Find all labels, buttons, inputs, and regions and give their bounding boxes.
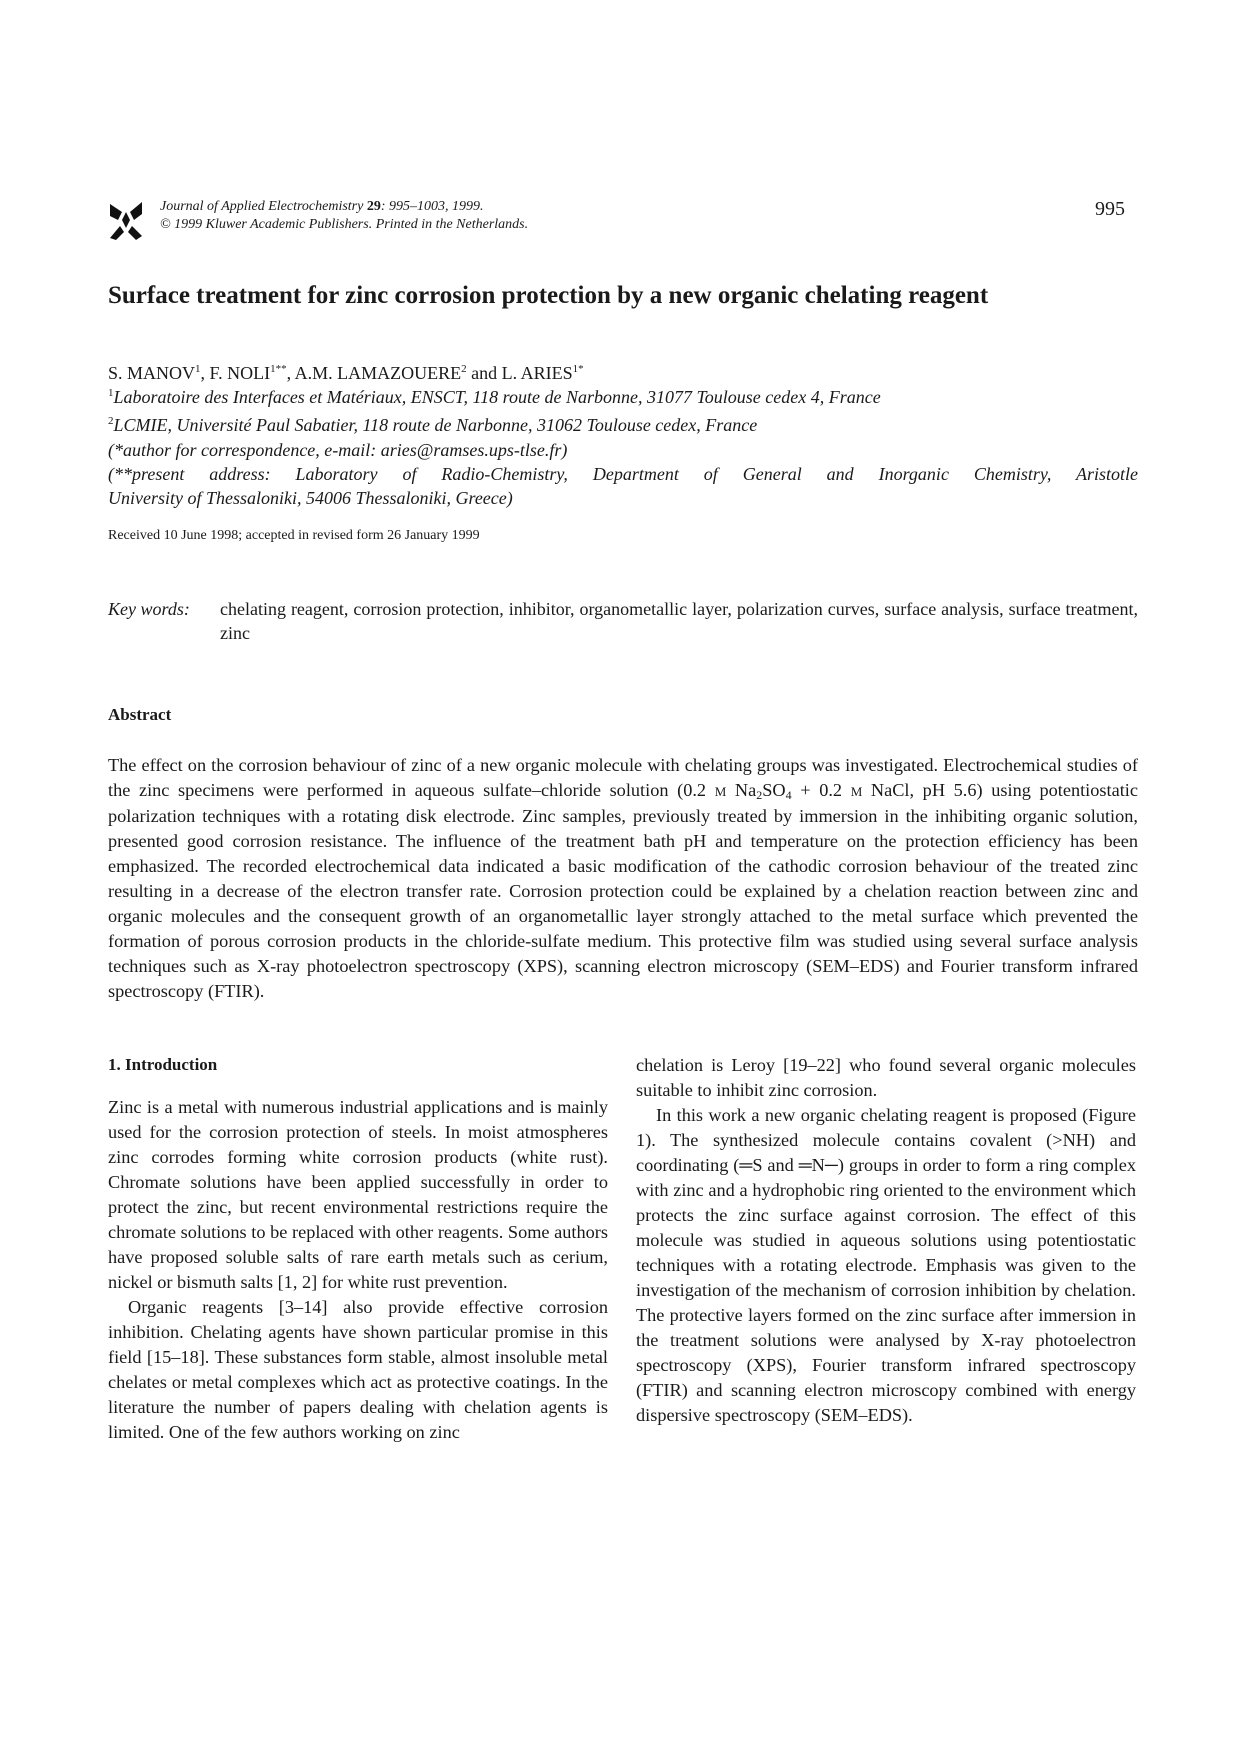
abstract-text [108,753,1138,1004]
journal-pages: : 995–1003, 1999. [380,199,484,214]
journal-header [160,198,528,234]
column-right [636,1053,1136,1428]
keywords-text: chelating reagent, corrosion protection, inhibitor, organometallic layer, polarization curves, surface analysis, surface treatment, zinc [220,599,1138,643]
author-4-sup: 1* [572,363,584,375]
keywords-block [108,597,1138,645]
introduction-heading: 1. Introduction [108,1055,218,1074]
unit-molar-2: M [850,784,863,799]
present-address-line-2: University of Thessaloniki, 54006 Thessaloniki, Greece) [108,488,513,509]
received-dates: Received 10 June 1998; accepted in revised form 26 January 1999 [108,528,480,543]
journal-name: Journal of Applied Electrochemistry [160,199,364,214]
correspondence-note: (*author for correspondence, e-mail: aries@ramses.ups-tlse.fr) [108,439,568,460]
subscript-4: 4 [785,788,792,802]
page-number: 995 [1095,198,1125,220]
aff-1-sup: 1 [108,387,114,399]
abstract-part-1: The effect on the corrosion behaviour of zinc of a new organic molecule with chelating groups was investigated. Electrochemical studies of the zinc specimens were performed in aqueous sulfate–chloride solution (0.2 [108,755,1138,800]
publisher-logo-icon [108,200,144,240]
column-left [108,1053,608,1445]
author-2: , F. NOLI [200,363,271,383]
author-2-sup: 1** [270,363,287,375]
aff-2-sup: 2 [108,415,114,428]
abstract-part-2: Na [734,780,757,800]
subscript-2: 2 [756,788,763,802]
author-1: S. MANOV [108,363,196,383]
intro-paragraph-1: Zinc is a metal with numerous industrial applications and is mainly used for the corrosion protection of steels. In moist atmospheres zinc corrodes forming white corrosion products (white rust). Chromate solutions have been applied successfully in order to protect the zinc, but recent environmental restrictions require the chromate solutions to be replaced with other reagents. Some authors have proposed soluble salts of rare earth metals such as cerium, nickel or bismuth salts [1, 2] for white rust prevention. [108,1097,608,1292]
keywords-label: Key words: [108,599,190,619]
intro-paragraph-2: Organic reagents [3–14] also provide effective corrosion inhibition. Chelating agents have shown particular promise in this field [15–18]. These substances form stable, almost insoluble metal chelates or metal complexes which act as protective coatings. In the literature the number of papers dealing with chelation agents is limited. One of the few authors working on zinc [108,1297,608,1442]
abstract-part-5: NaCl, pH 5.6) using potentiostatic polarization techniques with a rotating disk electrode. Zinc samples, previously treated by immersion in the inhibiting organic solution, presented good corrosion resistance. The influence of the treatment bath pH and temperature on the protection efficiency has been emphasized. The recorded electrochemical data indicated a basic modification of the cathodic corrosion behaviour of the treated zinc resulting in a decrease of the electron transfer rate. Corrosion protection could be explained by a chelation reaction between zinc and organic molecules and the consequent growth of an organometallic layer strongly attached to the metal surface which prevented the formation of porous corrosion products in the chloride-sulfate medium. This protective film was studied using several surface analysis techniques such as X-ray photoelectron spectroscopy (XPS), scanning electron microscopy (SEM–EDS) and Fourier transform infrared spectroscopy (FTIR). [108,780,1138,1001]
intro-paragraph-4: In this work a new organic chelating reagent is proposed (Figure 1). The synthesized molecule contains covalent (>NH) and coordinating (═S and ═N─) groups in order to form a ring complex with zinc and a hydrophobic ring oriented to the environment which protects the zinc surface against corrosion. The effect of this molecule was studied in aqueous solutions using potentiostatic techniques with a rotating electrode. Emphasis was given to the investigation of the mechanism of corrosion inhibition by chelation. The protective layers formed on the zinc surface after immersion in the treatment solutions were analysed by X-ray photoelectron spectroscopy (XPS), Fourier transform infrared spectroscopy (FTIR) and scanning electron microscopy combined with energy dispersive spectroscopy (SEM–EDS). [636,1105,1136,1425]
journal-volume: 29 [366,199,381,214]
abstract-part-4: + 0.2 [791,780,851,800]
unit-molar-1: M [714,784,727,799]
author-3-sup: 2 [461,363,467,375]
author-1-sup: 1 [195,363,201,375]
abstract-part-3: SO [762,780,786,800]
abstract-heading: Abstract [108,705,172,724]
intro-paragraph-3: chelation is Leroy [19–22] who found several organic molecules suitable to inhibit zinc corrosion. [636,1055,1136,1100]
present-address-line-1: (**present address: Laboratory of Radio-Chemistry, Department of General and Inorganic Chemistry, Aristotle [108,463,1138,484]
affiliation-2: LCMIE, Université Paul Sabatier, 118 route de Narbonne, 31062 Toulouse cedex, France [113,415,758,436]
paper-title: Surface treatment for zinc corrosion protection by a new organic chelating reagent [108,282,989,309]
author-4: and L. ARIES [466,363,573,383]
affiliation-1: Laboratoire des Interfaces et Matériaux, ENSCT, 118 route de Narbonne, 31077 Toulouse cedex 4, France [113,387,881,407]
affiliations [108,381,1138,510]
author-3: , A.M. LAMAZOUERE [286,363,462,383]
copyright-line: © 1999 Kluwer Academic Publishers. Printed in the Netherlands. [160,217,529,232]
